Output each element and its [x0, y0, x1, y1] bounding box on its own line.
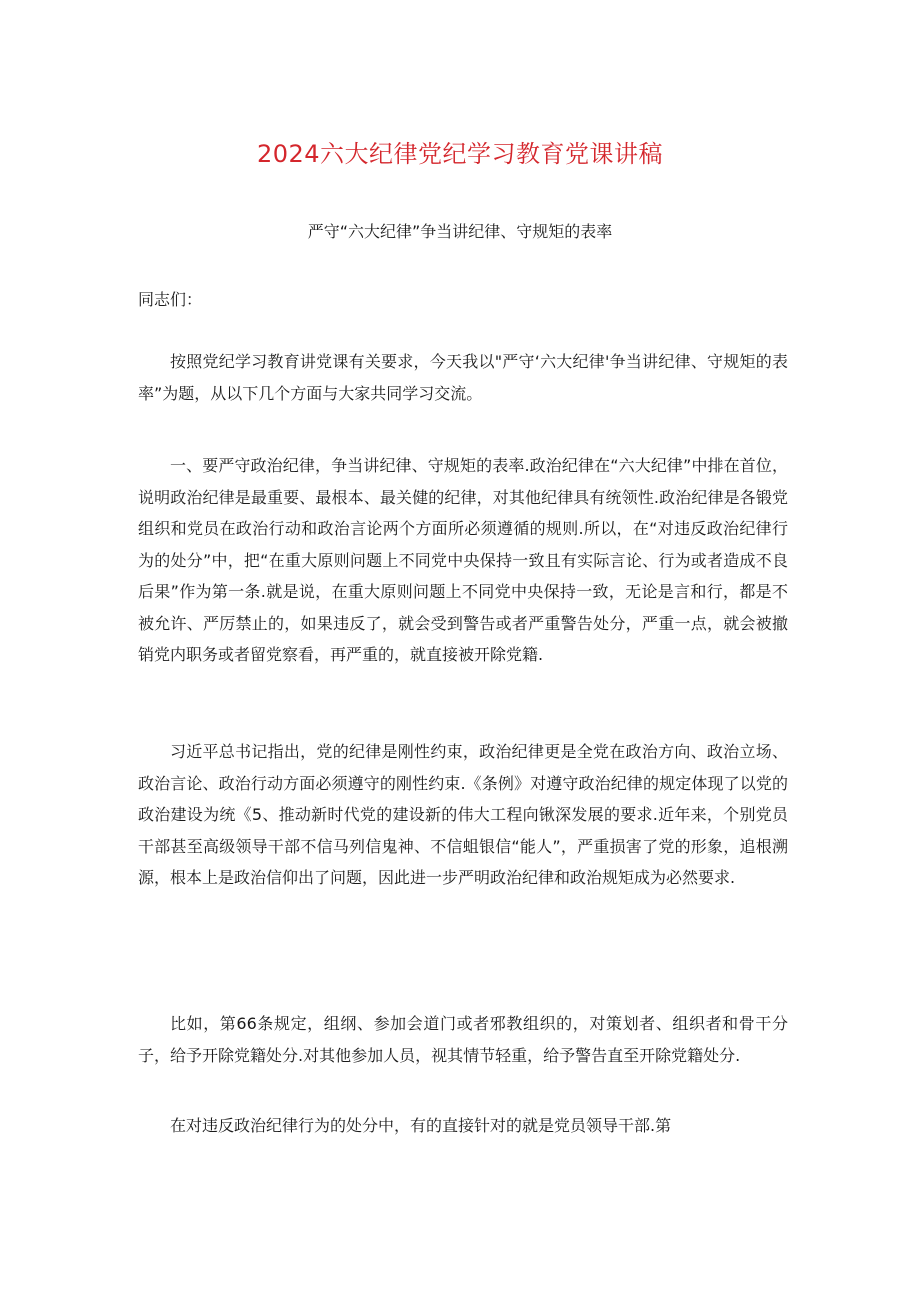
document-title: 2024六大纪律党纪学习教育党课讲稿: [256, 140, 664, 168]
paragraph-intro: 按照党纪学习教育讲党课有关要求，今天我以"严守‘六大纪律'争当讲纪律、守规矩的表率”为题，从以下几个方面与大家共同学习交流。: [138, 352, 788, 403]
paragraph-leading-cadres: 在对违反政治纪律行为的处分中，有的直接针对的就是党员领导干部.第: [170, 1116, 672, 1135]
paragraph-xi-quote: 习近平总书记指出，党的纪律是刚性约束，政治纪律更是全党在政治方向、政治立场、政治言论、政治行动方面必须遵守的刚性约束.《条例》对遵守政治纪律的规定体现了以党的政治建设为统《5、推动新时代党的建设新的伟大工程向锹深发展的要求.近年来，个别党员干部甚至高级领导干部不信马列信鬼神、不信蛆银信“能人”，严重损害了党的形象，追根溯源，根本上是政治信仰出了问题，因此进一步严明政治纪律和政治规矩成为必然要求.: [138, 742, 788, 887]
paragraph-political-discipline: 一、要严守政治纪律，争当讲纪律、守规矩的表率.政治纪律在“六大纪律”中排在首位，说明政治纪律是最重要、最根本、最关健的纪律，对其他纪律具有统领性.政治纪律是各锻党组织和党员在政治行动和政治言论两个方面所必须遵循的规则.所以，在“对违反政治纪律行为的处分”中，把“在重大原则问题上不同党中央保持一致且有实际言论、行为或者造成不良后果”作为第一条.就是说，在重大原则问题上不同党中央保持一致，无论是言和行，都是不被允许、严厉禁止的，如果违反了，就会受到警告或者严重警告处分，严重一点，就会被撤销党内职务或者留党察看，再严重的，就直接被开除党籍.: [138, 456, 788, 664]
greeting: 同志们：: [138, 290, 203, 309]
document-subtitle: 严守“六大纪律”争当讲纪律、守规矩的表率: [307, 222, 613, 241]
paragraph-article-66: 比如，第66条规定，组纲、参加会道门或者邪教组织的，对策划者、组织者和骨干分子，给予开除党籍处分.对其他参加人员，视其情节轻重，给予警告直至开除党籍处分.: [138, 1014, 788, 1065]
